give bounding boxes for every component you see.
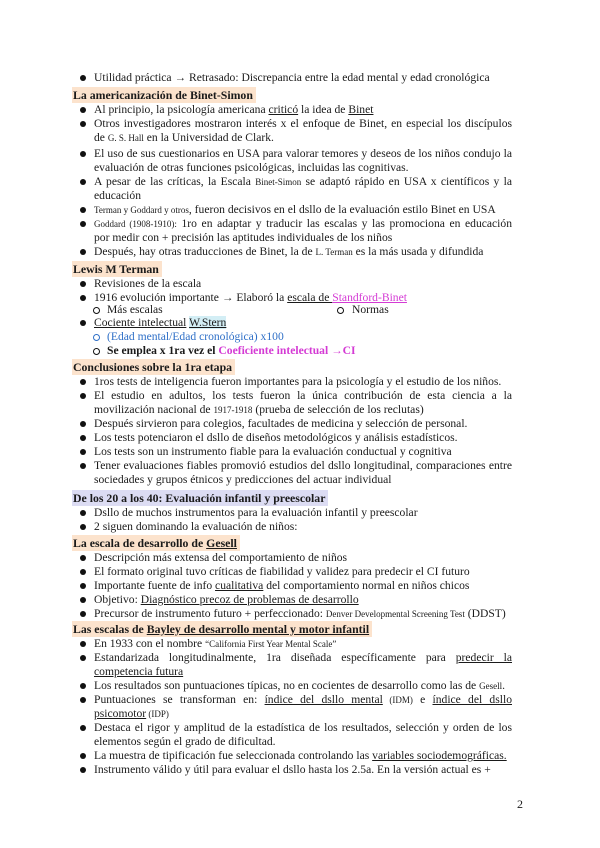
bullet — [80, 725, 86, 731]
text: Después, hay otras traducciones de Binet, la de L. Terman es la más usada y difundida — [94, 245, 484, 258]
bullet — [80, 449, 86, 455]
text: Objetivo: Diagnóstico precoz de problemas de desarrollo — [94, 593, 359, 606]
text: Importante fuente de info cualitativa del comportamiento normal en niños chicos — [94, 579, 470, 592]
bullet — [80, 524, 86, 530]
text: Dsllo de muchos instrumentos para la evaluación infantil y preescolar — [94, 506, 418, 519]
bullet — [80, 249, 86, 255]
hollow-bullet — [93, 348, 100, 355]
hollow-bullet — [337, 307, 344, 314]
bullet — [80, 641, 86, 647]
text: (Edad mental/Edad cronológica) x100 — [107, 330, 284, 343]
text: Instrumento válido y útil para evaluar el dsllo hasta los 2.5a. En la versión actual es + — [94, 763, 491, 776]
text: Precursor de instrumento futuro + perfeccionado: Denver Developmental Screening Test (DDST) — [94, 607, 506, 620]
bullet — [80, 753, 86, 759]
text: Revisiones de la escala — [94, 277, 202, 290]
bullet — [80, 655, 86, 661]
hollow-bullet — [93, 307, 100, 314]
bullet — [80, 555, 86, 561]
text: Se emplea x 1ra vez el Coeficiente intelectual →CI — [107, 344, 356, 357]
text: Al principio, la psicología americana criticó la idea de Binet — [94, 103, 374, 116]
text: La muestra de tipificación fue seleccionada controlando las variables sociodemográficas. — [94, 749, 507, 762]
text: Normas — [352, 303, 389, 316]
bullet — [80, 421, 86, 427]
hollow-bullet — [93, 334, 100, 341]
bullet — [80, 697, 86, 703]
text: Descripción más extensa del comportamiento de niños — [94, 551, 348, 564]
section-heading: Lewis M Terman — [72, 261, 162, 277]
bullet — [80, 151, 86, 157]
text: Goddard (1908-1910): 1ro en adaptar y traducir las escalas y las promociona en educación — [94, 217, 512, 230]
text: Utilidad práctica → Retrasado: Discrepancia entre la edad mental y edad cronológica — [94, 71, 490, 84]
bullet — [80, 379, 86, 385]
text: Puntuaciones se transforman en: índice del dsllo mental (IDM) e índice del dsllo — [94, 693, 512, 706]
text: 1916 evolución importante → Elaboró la escala de Standford-Binet — [94, 291, 407, 304]
page-number: 2 — [517, 797, 523, 811]
text: El uso de sus cuestionarios en USA para valorar temores y deseos de los niños condujo la — [94, 147, 512, 160]
section-heading: La americanización de Binet-Simon — [72, 87, 256, 103]
text: Cociente intelectual W.Stern — [94, 316, 227, 329]
text: En 1933 con el nombre “California First Year Mental Scale” — [94, 637, 337, 650]
bullet — [80, 683, 86, 689]
text: Destaca el rigor y amplitud de la estadística de los resultados, selección y orden de los — [94, 721, 512, 734]
text: 2 siguen dominando la evaluación de niños: — [94, 520, 298, 533]
text: Los tests son un instrumento fiable para la evaluación conductual y cognitiva — [94, 445, 452, 458]
text: Tener evaluaciones fiables promovió estudios del dsllo longitudinal, comparaciones entre — [94, 459, 512, 472]
text: 1ros tests de inteligencia fueron importantes para la psicología y el estudio de los niños. — [94, 375, 502, 388]
document-page: Utilidad práctica → Retrasado: Discrepancia entre la edad mental y edad cronológica La americanización de Binet-Simon Al principio, la psicología americana criticó la idea de Binet Otros investigadores mostraron interés x el enfoque de Binet, en especial los discípulos de G. S. Hall en la Universidad de Clark. El uso de sus cuestionarios en USA para valorar temores y deseos de los niños condujo la evaluación de otras funciones psicológicas, incluidas las cognitivas. A pesar de las críticas, la Escala Binet-Simon se adaptó rápido en USA x científicos y la educación Terman y Goddard y otros, fueron decisivos en el dsllo de la evaluación estilo Binet en USA Goddard (1908-1910): 1ro en adaptar y traducir las escalas y las promociona en educación por medir con + precisión las aptitudes individuales de los niños Después, hay otras traducciones de Binet, la de L. Terman es la más usada y difundida Lewis M Terman Revisiones de la escala 1916 evolución importante → Elaboró la escala de Standford-Binet Más escalas Normas Cociente intelectual W.Stern (Edad mental/Edad cronológica) x100 Se emplea x 1ra vez el Coeficiente intelectual →CI Conclusiones sobre la 1ra etapa 1ros tests de inteligencia fueron importantes para la psicología y el estudio de los niños. El estudio en adultos, los tests fueron la única contribución de esta ciencia a la movilización nacional de 1917-1918 (prueba de selección de los reclutas) Después sirvieron para colegios, facultades de medicina y selección de personal. Los tests potenciaron el dsllo de diseños metodológicos y análisis estadísticos. Los tests son un instrumento fiable para la evaluación conductual y cognitiva Tener evaluaciones fiables promovió estudios del dsllo longitudinal, comparaciones entre sociedades y grupos étnicos y predicciones del actuar individual De los 20 a los 40: Evaluación infantil y preescolar Dsllo de muchos instrumentos para la evaluación infantil y preescolar 2 siguen dominando la evaluación de niños: La escala de desarrollo de Gesell Descripción más extensa del comportamiento de niños El formato original tuvo críticas de fiabilidad y validez para predecir el CI futuro Importante fuente de info cualitativa del comportamiento normal en niños chicos Objetivo: Diagnóstico precoz de problemas de desarrollo Precursor de instrumento futuro + perfeccionado: Denver Developmental Screening Test (DDST) Las escalas de Bayley de desarrollo mental y motor infantil En 1933 con el nombre “California First Year Mental Scale” Estandarizada longitudinalmente, 1ra diseñada específicamente para predecir la competencia futura Los resultados son puntuaciones típicas, no en cocientes de desarrollo como las de Gesell. Puntuaciones se transforman en: índice del dsllo mental (IDM) e índice del dsllo psicomotor (IDP) Destaca el rigor y amplitud de la estadística de los resultados, selección y orden de los elementos según el grado de dificultad. La muestra de tipificación fue seleccionada controlando las variables sociodemográficas. Instrumento válido y útil para evaluar el dsllo hasta los 2.5a. En la versión actual es + 2 — [73, 71, 523, 811]
bullet — [80, 221, 86, 227]
bullet — [80, 463, 86, 469]
text: Los tests potenciaron el dsllo de diseños metodológicos y análisis estadísticos. — [94, 431, 458, 444]
text: El estudio en adultos, los tests fueron la única contribución de esta ciencia a la — [94, 389, 512, 402]
bullet — [80, 75, 86, 81]
bullet — [80, 121, 86, 127]
text: Después sirvieron para colegios, facultades de medicina y selección de personal. — [94, 417, 468, 430]
bullet — [80, 295, 86, 301]
bullet — [80, 510, 86, 516]
bullet — [80, 569, 86, 575]
text: Los resultados son puntuaciones típicas, no en cocientes de desarrollo como las de Gesell. — [94, 679, 505, 692]
section-heading: De los 20 a los 40: Evaluación infantil y preescolar — [72, 490, 328, 506]
bullet — [80, 320, 86, 326]
text: El formato original tuvo críticas de fiabilidad y validez para predecir el CI futuro — [94, 565, 470, 578]
text: Terman y Goddard y otros, fueron decisivos en el dsllo de la evaluación estilo Binet en USA — [94, 203, 496, 216]
text: Otros investigadores mostraron interés x el enfoque de Binet, en especial los discípulos — [94, 117, 512, 130]
bullet — [80, 597, 86, 603]
text: Más escalas — [107, 303, 163, 316]
section-heading: Las escalas de Bayley de desarrollo mental y motor infantil — [72, 621, 372, 637]
bullet — [80, 179, 86, 185]
bullet — [80, 281, 86, 287]
bullet — [80, 611, 86, 617]
bullet — [80, 435, 86, 441]
bullet — [80, 107, 86, 113]
bullet — [80, 767, 86, 773]
bullet — [80, 583, 86, 589]
section-heading: Conclusiones sobre la 1ra etapa — [72, 359, 235, 375]
text: A pesar de las críticas, la Escala Binet-Simon se adaptó rápido en USA x científicos y la — [94, 175, 512, 188]
bullet — [80, 207, 86, 213]
text: Estandarizada longitudinalmente, 1ra diseñada específicamente para predecir la — [94, 651, 512, 664]
bullet — [80, 393, 86, 399]
section-heading: La escala de desarrollo de Gesell — [72, 535, 240, 551]
